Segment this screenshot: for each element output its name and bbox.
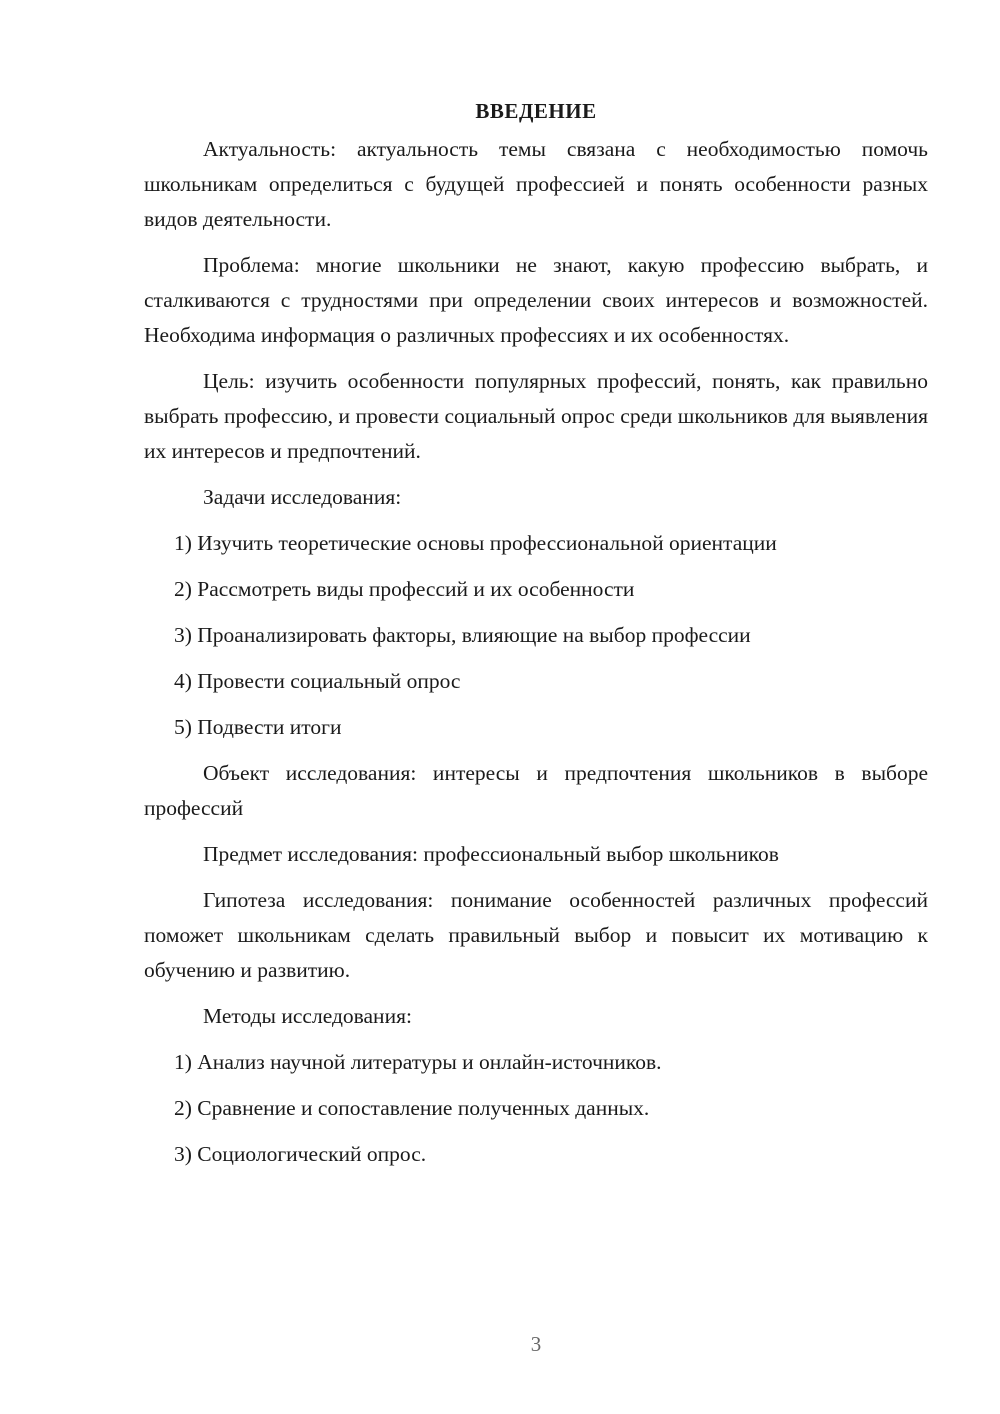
list-item: 3) Проанализировать факторы, влияющие на выбор профессии (174, 623, 751, 647)
document-page (144, 96, 928, 1183)
problem-paragraph: Проблема: многие школьники не знают, какую профессию выбрать, и сталкиваются с трудностями при определении своих интересов и возможностей. Необходима информация о различных профессиях и их особенностях. (144, 253, 928, 347)
list-item: 5) Подвести итоги (174, 715, 342, 739)
relevance-paragraph: Актуальность: актуальность темы связана с необходимостью помочь школьникам определиться с будущей профессией и понять особенности разных видов деятельности. (144, 137, 928, 231)
list-item: 2) Рассмотреть виды профессий и их особенности (174, 577, 635, 601)
list-item: 4) Провести социальный опрос (174, 669, 461, 693)
tasks-heading: Задачи исследования: (203, 485, 402, 509)
object-paragraph: Объект исследования: интересы и предпочтения школьников в выборе профессий (144, 761, 928, 820)
methods-heading: Методы исследования: (203, 1004, 412, 1028)
goal-paragraph: Цель: изучить особенности популярных профессий, понять, как правильно выбрать профессию, и провести социальный опрос среди школьников для выявления их интересов и предпочтений. (144, 369, 928, 463)
list-item: 1) Изучить теоретические основы профессиональной ориентации (174, 531, 777, 555)
subject-paragraph: Предмет исследования: профессиональный выбор школьников (203, 842, 779, 866)
methods-list (144, 1045, 928, 1172)
list-item: 1) Анализ научной литературы и онлайн-источников. (174, 1050, 662, 1074)
hypothesis-paragraph: Гипотеза исследования: понимание особенностей различных профессий поможет школьникам сделать правильный выбор и повысит их мотивацию к обучению и развитию. (144, 888, 928, 982)
list-item: 2) Сравнение и сопоставление полученных данных. (174, 1096, 650, 1120)
page-number: 3 (530, 1332, 542, 1356)
tasks-list (144, 526, 928, 745)
page-title: ВВЕДЕНИЕ (475, 99, 597, 123)
list-item: 3) Социологический опрос. (174, 1142, 427, 1166)
